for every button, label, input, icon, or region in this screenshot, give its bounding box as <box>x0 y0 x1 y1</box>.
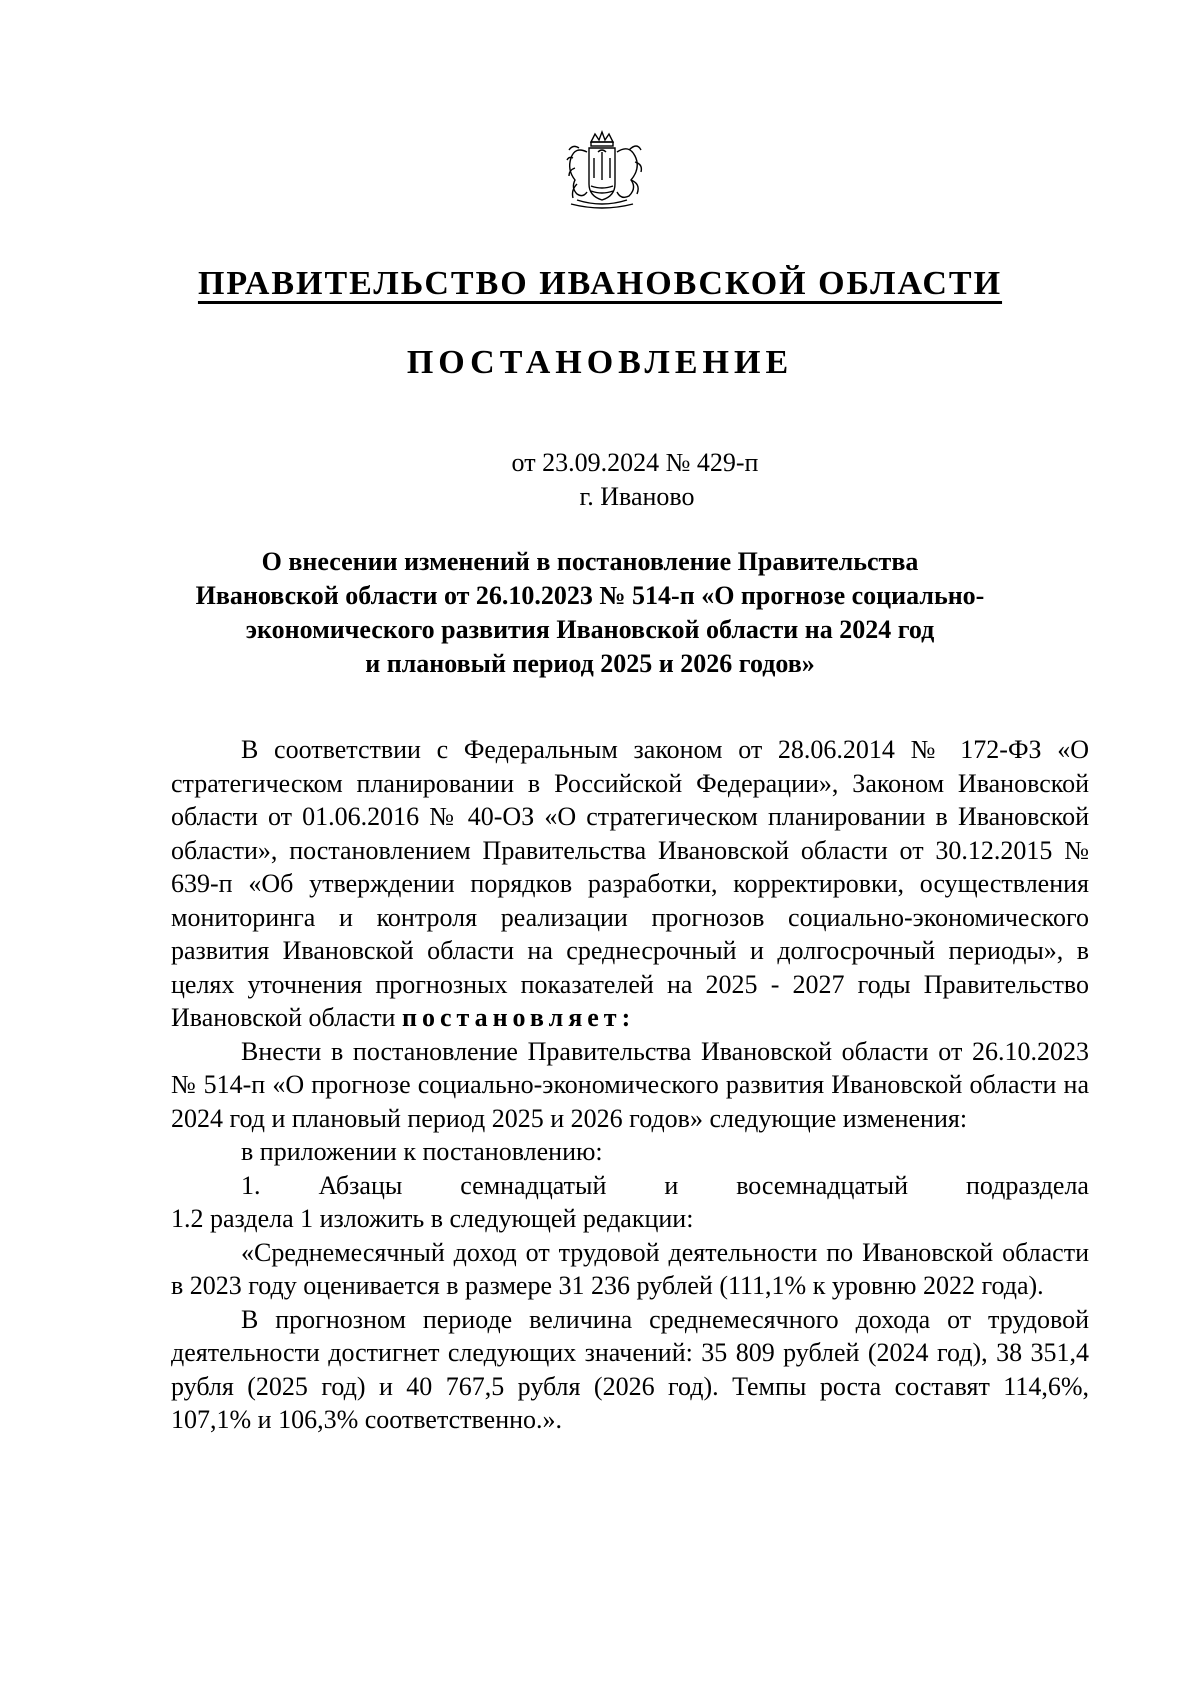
amend-paragraph: Внести в постановление Правительства Ивановской области от 26.10.2023 № 514-п «О прогнозе социально-экономического развития Ивановской области на 2024 год и плановый период 2025 и 2026 годов» следующие изменения: <box>171 1036 1089 1133</box>
date-number: от 23.09.2024 № 429-п <box>511 448 759 477</box>
decree-word: постановляет: <box>401 1003 636 1032</box>
item-1-tail: 1.2 раздела 1 изложить в следующей редакции: <box>171 1204 694 1233</box>
preamble-text: В соответствии с Федеральным законом от 28.06.2014 № 172-ФЗ «О стратегическом планировании в Российской Федерации», Законом Ивановской области от 01.06.2016 № 40-ОЗ «О стратегическом планировании в Ивановской области», постановлением Правительства Ивановской области от 30.12.2015 № 639-п «Об утверждении порядков разработки, корректировки, осуществления мониторинга и контроля реализации прогнозов социально-экономического развития Ивановской области на среднесрочный и долгосрочный периоды», в целях уточнения прогнозных показателей на 2025 - 2027 годы Правительство Ивановской области <box>171 735 1089 1032</box>
subject-line-4: и плановый период 2025 и 2026 годов» <box>365 649 815 678</box>
quote-paragraph-2: В прогнозном периоде величина среднемесячного дохода от трудовой деятельности достигнет следующих значений: 35 809 рублей (2024 год), 38 351,4 рубля (2025 год) и 40 767,5 рубля (2026 год). Темпы роста составят 114,6%, 107,1% и 106,3% соответственно.». <box>171 1304 1089 1434</box>
document-type-title: ПОСТАНОВЛЕНИЕ <box>406 344 794 381</box>
coat-of-arms-icon <box>557 128 647 214</box>
item-1-word: подраздела <box>965 1170 1089 1200</box>
annex-paragraph: в приложении к постановлению: <box>241 1137 603 1166</box>
document-body <box>171 733 1089 1437</box>
preamble-paragraph <box>171 733 1089 1035</box>
city: г. Иваново <box>579 482 695 511</box>
item-1-word: и <box>664 1170 679 1200</box>
government-name: ПРАВИТЕЛЬСТВО ИВАНОВСКОЙ ОБЛАСТИ <box>197 265 1003 302</box>
subject-line-2: Ивановской области от 26.10.2023 № 514-п «О прогнозе социально- <box>195 581 985 610</box>
item-1-first-line <box>171 1169 1089 1203</box>
government-title <box>0 262 1200 306</box>
item-1-word: восемнадцатый <box>736 1170 908 1200</box>
item-1-word: Абзацы <box>318 1170 403 1200</box>
quote-paragraph-1: «Среднемесячный доход от трудовой деятельности по Ивановской области в 2023 году оценивается в размере 31 236 рублей (111,1% к уровню 2022 года). <box>171 1237 1089 1300</box>
item-1-word: 1. <box>241 1170 261 1200</box>
document-subject <box>150 545 1030 681</box>
subject-line-3: экономического развития Ивановской области на 2024 год <box>245 615 935 644</box>
subject-line-1: О внесении изменений в постановление Правительства <box>261 547 919 576</box>
document-meta <box>0 446 1200 514</box>
item-1-word: семнадцатый <box>460 1170 607 1200</box>
